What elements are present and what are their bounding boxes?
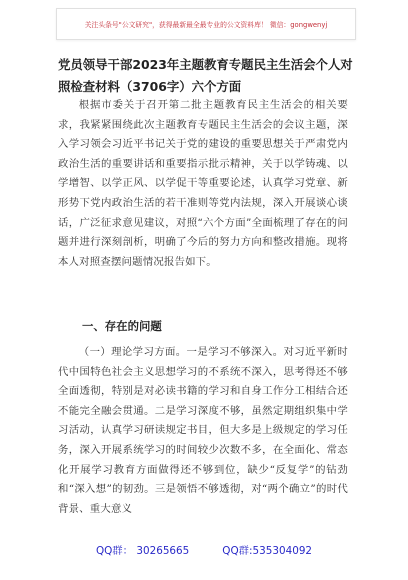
section-heading: 一、存在的问题 (82, 319, 162, 333)
header-banner (56, 8, 356, 40)
paragraph-theory-study: （一）理论学习方面。一是学习不够深入。对习近平新时代中国特色社会主义思想学习的不系统不深入，思考得还不够全面透彻，特别是对必读书籍的学习和自身工作分工相结合还不能完全融会贯通。二是学习深度不够，虽然定期组织集中学习活动，认真学习研读规定书目，但大多是上级规定的学习任务，深入开展系统学习的时间较少次数不多，在全面化、常态化开展学习教育方面做得还不够到位，缺少“反复学”的钻劲和“深入想”的韧劲。三是领悟不够透彻，对“两个确立”的时代背景、重大意义 (58, 346, 348, 515)
document-title: 党员领导干部2023年主题教育专题民主生活会个人对照检查材料（3706字）六个方面 (58, 57, 353, 94)
footer-contact: QQ群： 30265665 QQ群:535304092 (95, 545, 313, 557)
banner-text: 关注头条号"公文研究"，获得最新最全最专业的公文资料库！ 微信：gongwenyj (84, 21, 328, 29)
intro-paragraph: 根据市委关于召开第二批主题教育民主生活会的相关要求，我紧紧围绕此次主题教育专题民主生活会的会议主题，深入学习领会习近平书记关于党的建设的重要思想关于严肃党内政治生活的重要讲话和重要指示批示精神，关于以学铸魂、以学增智、以学正风、以学促干等重要论述，认真学习党章、新形势下党内政治生活的若干准则等党内法规，深入开展谈心谈话，广泛征求意见建议，对照“六个方面”全面梳理了存在的问题并进行深刻剖析，明确了今后的努力方向和整改措施。现将本人对照查摆问题情况报告如下。 (58, 99, 348, 268)
